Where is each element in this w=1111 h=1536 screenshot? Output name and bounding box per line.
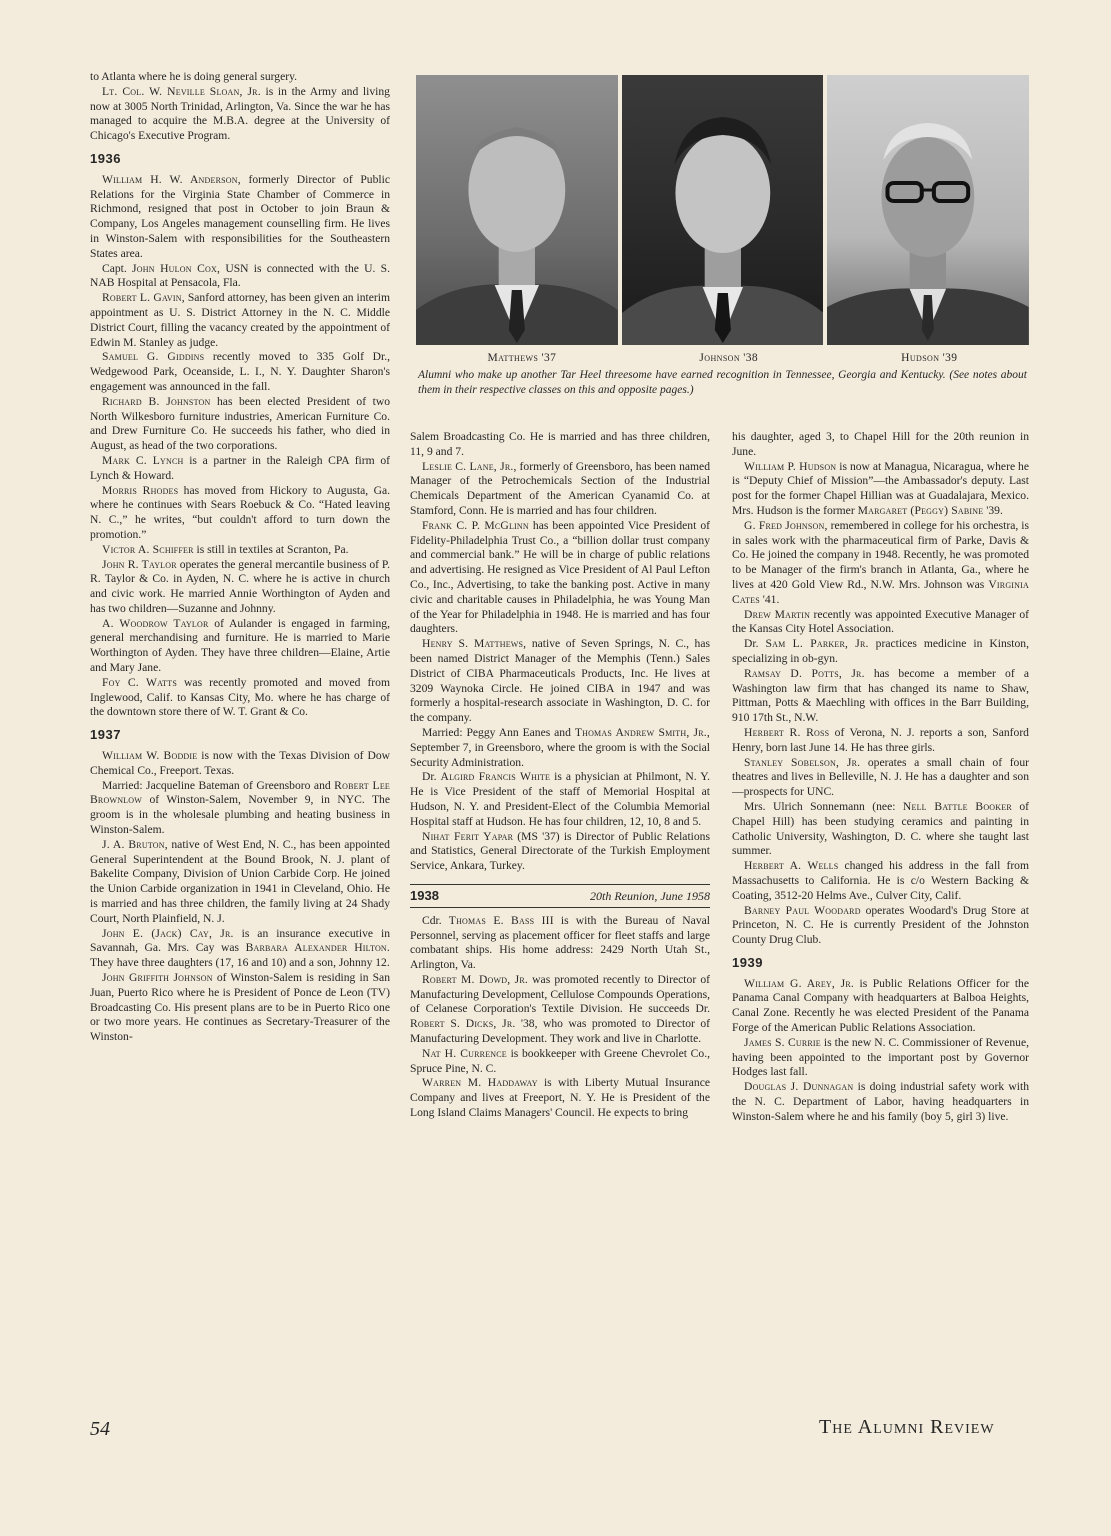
- alumnus-name: William P. Hudson: [744, 459, 837, 473]
- text: formerly Director of Public Relations for the Virginia State Chamber of Commerce in Richmond, resigned that post in October to join Braun & Company, Los Angeles management counselling firm. He lives in Winston-Salem with responsibilities for the Southeastern States area.: [90, 172, 390, 260]
- portrait-illustration: [416, 75, 618, 345]
- alumnus-name: Frank C. P. McGlinn: [422, 518, 529, 532]
- alumnus-name: John R. Taylor: [102, 557, 177, 571]
- paragraph: [732, 608, 1029, 638]
- paragraph: [90, 454, 390, 484]
- alumnus-name: Lt. Col. W. Neville Sloan, Jr.: [102, 84, 261, 98]
- class-year-heading: 1937: [90, 727, 121, 743]
- paragraph: [732, 667, 1029, 726]
- text: is a partner in the Raleigh CPA firm of Lynch & Howard.: [90, 453, 390, 482]
- text: operates a small chain of four theatres and lives in Belleville, N. J. He has a daughter and son—prospects for UNC.: [732, 755, 1030, 799]
- alumnus-name: John E. (Jack) Cay, Jr.: [102, 926, 234, 940]
- text: is Public Relations Officer for the Panama Canal Company with headquarters at Balboa Heights, Canal Zone. Recently he was elected President of the Panama Forge of the American Public Relations Association.: [732, 976, 1029, 1035]
- caption-names: [416, 352, 1029, 364]
- portrait-illustration: [622, 75, 824, 345]
- paragraph: [732, 519, 1029, 608]
- caption-name: Johnson '38: [699, 352, 759, 364]
- alumnus-name: G. Fred Johnson,: [744, 518, 828, 532]
- paragraph: [410, 830, 710, 874]
- text: practices medicine in Kinston, specializing in ob-gyn.: [732, 637, 1030, 665]
- alumnus-name: Nat H. Currence: [422, 1046, 507, 1060]
- text: Married: Jacqueline Bateman of Greensboro and: [102, 778, 335, 792]
- paragraph: [90, 70, 390, 85]
- paragraph: [410, 973, 710, 1047]
- paragraph: [90, 971, 390, 1045]
- alumnus-name: Sam L. Parker, Jr.: [765, 637, 869, 651]
- alumnus-name: Robert Lee Brownlow: [90, 778, 390, 807]
- alumnus-name: Robert L. Gavin,: [102, 291, 185, 305]
- paragraph: [90, 749, 390, 779]
- paragraph: [90, 558, 390, 617]
- paragraph: [410, 914, 710, 973]
- text: is in the Army and living now at 3005 North Trinidad, Arlington, Va. Since the war he has managed to acquire the M.B.A. degree at the University of Chicago's Executive Program.: [90, 84, 390, 143]
- alumnus-name: A. Woodrow Taylor: [102, 616, 209, 630]
- paragraph: [410, 460, 710, 519]
- paragraph: [732, 726, 1029, 756]
- text: USN is connected with the U. S. NAB Hospital at Pensacola, Fla.: [90, 261, 390, 290]
- alumnus-name: Ramsay D. Potts, Jr.: [744, 666, 865, 680]
- caption-name: Hudson '39: [901, 352, 958, 364]
- paragraph: [90, 838, 390, 927]
- alumnus-name: Leslie C. Lane, Jr.,: [422, 459, 517, 473]
- text: remembered in college for his orchestra, is in sales work with the pharmaceutical firm of Parke, Davis & Co. He joined the company in 1948. Recently, he was promoted to be Manager of the firm's branch in Atlanta, Ga., where he lives at 420 Gold View Rd., N.W. Mrs. Johnson was: [732, 518, 1029, 591]
- paragraph: [410, 430, 710, 460]
- caption-name: Matthews '37: [487, 352, 557, 364]
- paragraph: [410, 1047, 710, 1077]
- text: his daughter, aged 3, to Chapel Hill for the 20th reunion in June.: [732, 430, 1029, 458]
- paragraph: [410, 519, 710, 637]
- text: (MS '37) is Director of Public Relations and Statistics, General Directorate of the Turkish Employment Service, Ankara, Turkey.: [410, 829, 710, 873]
- portrait-illustration: [827, 75, 1029, 345]
- alumnus-name: Barney Paul Woodard: [744, 903, 861, 917]
- text: recently was appointed Executive Manager of the Kansas City Hotel Association.: [732, 607, 1030, 636]
- column-middle: [410, 430, 710, 1121]
- reunion-header: [410, 884, 710, 908]
- alumnus-name: Morris Rhodes: [102, 483, 179, 497]
- portrait-photo: [622, 75, 824, 345]
- alumnus-name: Algird Francis White: [440, 770, 551, 784]
- alumnus-name: William H. W. Anderson,: [102, 172, 241, 186]
- class-year-heading: 1938: [410, 887, 439, 903]
- text: '41.: [759, 592, 780, 606]
- text: Mrs. Ulrich Sonnemann (nee:: [744, 799, 903, 813]
- text: of Winston-Salem is residing in San Juan, Puerto Rico where he is President of Ponce de Leon (TV) Broadcasting Co. His present plans are to be in Puerto Rico one or two more years. He continues as Secretary-Treasurer of the Winston-: [90, 971, 390, 1044]
- alumnus-name: Henry S. Matthews,: [422, 637, 527, 651]
- paragraph: [90, 395, 390, 454]
- alumnus-name: Drew Martin: [744, 607, 811, 621]
- alumnus-name: Nell Battle Booker: [902, 799, 1012, 813]
- alumnus-name: James S. Currie: [744, 1035, 821, 1049]
- paragraph: [732, 430, 1029, 460]
- class-year-heading: 1936: [90, 150, 121, 166]
- alumnus-name: Barbara Alexander Hilton.: [245, 941, 391, 955]
- paragraph: [732, 756, 1029, 800]
- text: to Atlanta where he is doing general surgery.: [90, 70, 298, 83]
- alumnus-name: Foy C. Watts: [102, 675, 177, 689]
- text: changed his address in the fall from Massachusetts to California. He is c/o Western Backing & Coating, 3512-20 Helms Ave., Culver City, Calif.: [732, 859, 1029, 902]
- paragraph: [732, 1080, 1029, 1124]
- column-left: [90, 70, 390, 1045]
- reunion-note: 20th Reunion, June 1958: [590, 888, 710, 903]
- alumnus-name: Robert S. Dicks, Jr.: [410, 1017, 516, 1031]
- paragraph: [732, 977, 1029, 1036]
- paragraph: [732, 637, 1029, 667]
- text: operates the general mercantile business of P. R. Taylor & Co. in Ayden, N. C. where he is active in church and civic work. He married Annie Worthington of Ayden and has two children—Suzanne and Johnny.: [90, 557, 390, 615]
- alumnus-name: Nihat Ferit Yapar: [422, 829, 514, 843]
- text: '38, who was promoted to Director of Manufacturing Development. They work and live in Charlotte.: [410, 1017, 710, 1046]
- paragraph: [90, 173, 390, 262]
- paragraph: [410, 726, 710, 770]
- text: is with Liberty Mutual Insurance Company and lives at Freeport, N. Y. He is President of the Long Island Claims Managers' Council. He expects to bring: [410, 1076, 710, 1120]
- text: is still in textiles at Scranton, Pa.: [193, 542, 349, 556]
- alumnus-name: William G. Arey, Jr.: [744, 976, 855, 990]
- paragraph: [410, 1076, 710, 1120]
- paragraph: [732, 800, 1029, 859]
- running-footer-title: The Alumni Review: [819, 1416, 995, 1438]
- text: of Winston-Salem, November 9, in NYC. The groom is in the wholesale plumbing and heating business in Winston-Salem.: [90, 793, 390, 837]
- text: operates Woodard's Drug Store at Princeton, N. C. He is currently President of the Johnston County Drug Club.: [732, 903, 1029, 947]
- text: is bookkeeper with Greene Chevrolet Co., Spruce Pine, N. C.: [410, 1046, 710, 1075]
- paragraph: [732, 904, 1029, 948]
- text: Salem Broadcasting Co. He is married and has three children, 11, 9 and 7.: [410, 430, 710, 458]
- alumnus-name: Virginia Cates: [732, 577, 1029, 606]
- alumnus-name: Warren M. Haddaway: [422, 1076, 538, 1090]
- alumnus-name: William W. Boddie: [102, 749, 198, 763]
- alumnus-name: John Hulon Cox,: [132, 261, 221, 275]
- text: is the new N. C. Commissioner of Revenue, having been appointed to the important post by Governor Hodges last fall.: [732, 1035, 1029, 1079]
- paragraph: [410, 637, 710, 726]
- text: has moved from Hickory to Augusta, Ga. where he continues with Sears Roebuck & Co. “Hated leaving N. C.,” he writes, “but couldn't afford to turn down the promotion.”: [90, 483, 390, 541]
- page-number: 54: [90, 1418, 110, 1440]
- text: has been elected President of two North Wilkesboro furniture industries, American Furniture Co. and Drew Furniture Co. He succeeds his father, who died in August, as head of the two corporations.: [90, 394, 390, 453]
- text: was promoted recently to Director of Manufacturing Development, Cellulose Compounds Operations, of Celanese Corporation's Textile Division. He succeeds Dr.: [410, 972, 710, 1016]
- text: of Verona, N. J. reports a son, Sanford Henry, born last June 14. He has three girls.: [732, 725, 1029, 754]
- paragraph: [90, 927, 390, 971]
- class-year-heading: 1939: [732, 954, 763, 970]
- text: is now at Managua, Nicaragua, where he is “Deputy Chief of Mission”—the Ambassador's deputy. Last post for the former Chapel Hillian was at Guadalajara, Mexico. Mrs. Hudson is the former: [732, 459, 1030, 517]
- portrait-photo: [827, 75, 1029, 345]
- portrait-photo: [416, 75, 618, 345]
- paragraph: [90, 543, 390, 558]
- paragraph: [90, 676, 390, 720]
- paragraph: [90, 779, 390, 838]
- text: was recently promoted and moved from Inglewood, Calif. to Kansas City, Mo. where he has charge of the downtown store there of W. T. Grant & Co.: [90, 675, 390, 719]
- paragraph: [90, 85, 390, 144]
- text: of Chapel Hill) has been studying ceramics and painting in Catholic University, Washington, D. C. where she taught last summer.: [732, 799, 1029, 858]
- text: is a physician at Philmont, N. Y. He is Vice President of the staff of Memorial Hospital at Hudson, N. Y. and President-Elect of the Columbia Memorial Hospital staff at Hudson. He has four children, 12, 10, 8 and 5.: [410, 770, 710, 828]
- paragraph: [732, 859, 1029, 903]
- text: native of West End, N. C., has been appointed General Superintendent at the Bound Brook, N. J. plant of Bakelite Company, Division of Union Carbide Corp. He joined the Union Carbide organization in 1941 in Cleveland, Ohio. He is married and has three children, the family living at 24 Shady Court, North Plainfield, N. J.: [90, 837, 390, 925]
- alumnus-name: Richard B. Johnston: [102, 394, 211, 408]
- text: September 7, in Greensboro, where the groom is with the Social Security Administration.: [410, 740, 710, 769]
- paragraph: [90, 291, 390, 350]
- portrait-strip: [416, 75, 1029, 345]
- column-right: [732, 430, 1029, 1125]
- text: is now with the Texas Division of Dow Chemical Co., Freeport. Texas.: [90, 749, 390, 777]
- text: of Aulander is engaged in farming, general merchandising and furniture. He is married to Marie Worthington of Ayden. They have three children—Elaine, Artie and Mary Jane.: [90, 616, 391, 675]
- alumnus-name: Stanley Sobelson, Jr.: [744, 755, 861, 769]
- text: Capt.: [102, 261, 133, 275]
- alumnus-name: Robert M. Dowd, Jr.: [422, 972, 529, 986]
- paragraph: [90, 484, 390, 543]
- alumnus-name: Douglas J. Dunnagan: [744, 1080, 854, 1094]
- text: They have three daughters (17, 16 and 10) and a son, Johnny 12.: [90, 956, 390, 970]
- alumnus-name: Mark C. Lynch: [102, 453, 184, 467]
- paragraph: [90, 617, 390, 676]
- text: native of Seven Springs, N. C., has been named District Manager of the Memphis (Tenn.) Sales District of CIBA Pharmaceuticals Products, Inc. He lives at 3209 Waynoka Circle. He joined CIBA in 1947 and was formerly a hospital-research associate in Washington, D. C. for the company.: [410, 637, 710, 725]
- alumnus-name: Samuel G. Giddins: [102, 350, 205, 364]
- text: '39.: [983, 503, 1003, 517]
- text: Cdr.: [422, 913, 449, 927]
- text: formerly of Greensboro, has been named Manager of the Petrochemicals Section of the Industrial Chemicals Department of the American Cyanamid Co. at Stamford, Conn. He is married and has four children.: [410, 459, 711, 517]
- alumnus-name: Thomas E. Bass III: [448, 913, 554, 927]
- alumnus-name: John Griffith Johnson: [102, 971, 213, 985]
- paragraph: [732, 460, 1029, 519]
- text: Married: Peggy Ann Eanes and: [422, 725, 575, 739]
- text: Sanford attorney, has been given an interim appointment as U. S. District Attorney in the N. C. Middle District Court, filling the vacancy created by the appointment of Edwin M. Stanley as judge.: [90, 291, 390, 349]
- text: has become a member of a Washington law firm that has changed its name to Shaw, Pittman, Potts & Maechling with offices in the Barr Building, 910 17th St., N.W.: [732, 666, 1029, 725]
- text: is with the Bureau of Naval Personnel, serving as placement officer for fleet staffs and large combatant ships. His home address: 2429 North Utah St., Arlington, Va.: [410, 913, 710, 972]
- text: has been appointed Vice President of Fidelity-Philadelphia Trust Co., a “billion dollar trust company and commercial bank.” He will be in charge of public relations and advertising. He resigned as Vice President of Al Paul Lefton Co., Inc., Advertising, to take the banking post. Active in many civic and charitable causes in Philadelphia, he was Young Man of the Year for Philadelphia in 1948. He is married and has four daughters.: [410, 518, 710, 636]
- paragraph: [732, 1036, 1029, 1080]
- paragraph: [90, 262, 390, 292]
- alumnus-name: Margaret (Peggy) Sabine: [857, 503, 984, 517]
- photo-caption: [416, 352, 1029, 398]
- text: Dr.: [744, 637, 766, 651]
- alumnus-name: J. A. Bruton,: [102, 837, 168, 851]
- caption-text: Alumni who make up another Tar Heel threesome have earned recognition in Tennessee, Georgia and Kentucky. (See notes about them in their respective classes on this and opposite pages.): [418, 369, 1027, 396]
- alumnus-name: Herbert R. Ross: [744, 725, 830, 739]
- alumnus-name: Victor A. Schiffer: [102, 542, 194, 556]
- text: Dr.: [422, 770, 441, 784]
- alumnus-name: Herbert A. Wells: [744, 859, 839, 873]
- alumnus-name: Thomas Andrew Smith, Jr.,: [574, 725, 710, 739]
- paragraph: [410, 770, 710, 829]
- text: recently moved to 335 Golf Dr., Wedgewood Park, Oceanside, L. I., N. Y. Daughter Sharon's engagement was announced in the fall.: [90, 350, 390, 393]
- text: is an insurance executive in Savannah, Ga. Mrs. Cay was: [90, 926, 390, 955]
- text: is doing industrial safety work with the N. C. Department of Labor, having headquarters in Winston-Salem where he and his family (boy 5, girl 3) live.: [732, 1080, 1030, 1123]
- paragraph: [90, 350, 390, 394]
